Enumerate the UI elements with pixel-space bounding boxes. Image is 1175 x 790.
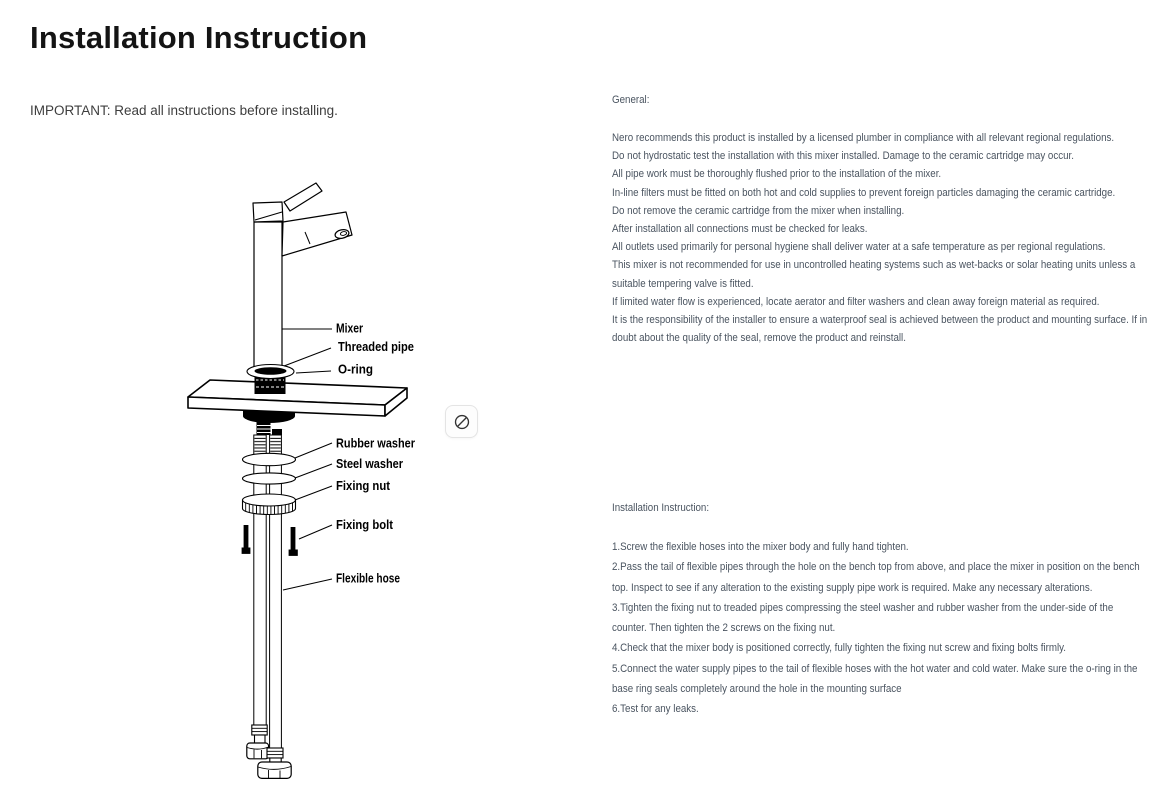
general-item: If limited water flow is experienced, locate aerator and filter washers and clean away foreign material as required. xyxy=(612,295,1100,308)
flange-drawing xyxy=(243,409,295,435)
general-item: Nero recommends this product is installed by a licensed plumber in compliance with all relevant regional regulations. xyxy=(612,132,1115,144)
label-threaded-pipe: Threaded pipe xyxy=(338,340,415,354)
page-title: Installation Instruction xyxy=(30,20,368,55)
washers-drawing xyxy=(243,453,296,514)
hose-connectors-drawing xyxy=(247,725,291,778)
general-item: All outlets used primarily for personal hygiene shall deliver water at a safe temperature as per regional regulations. xyxy=(612,241,1106,254)
label-fixing-nut: Fixing nut xyxy=(336,479,391,493)
right-hex-nut-shape xyxy=(258,762,291,778)
installation-steps-section xyxy=(612,501,1149,720)
fixing-nut-top-shape xyxy=(243,494,296,506)
general-section xyxy=(612,93,1149,347)
label-fixing-bolt: Fixing bolt xyxy=(336,518,394,532)
bench-top-drawing xyxy=(188,380,407,416)
general-item: After installation all connections must be checked for leaks. xyxy=(612,223,868,236)
no-entry-icon xyxy=(453,413,471,431)
general-item: It is the responsibility of the installer to ensure a waterproof seal is achieved between the product and mounting surface. If in doubt about the quality of the seal, remove the product and reinstall. xyxy=(612,314,1148,345)
general-item: In-line filters must be fitted on both hot and cold supplies to prevent foreign particles damaging the ceramic cartridge. xyxy=(612,186,1116,199)
installation-heading: Installation Instruction: xyxy=(612,502,710,514)
general-heading: General: xyxy=(612,94,650,106)
installation-step: 3.Tighten the fixing nut to treaded pipes compressing the steel washer and rubber washer from the under-side of the counter. Then tighten the 2 screws on the fixing nut. xyxy=(612,601,1114,635)
important-note: IMPORTANT: Read all instructions before installing. xyxy=(30,103,338,118)
mixer-column-shape xyxy=(254,222,282,368)
installation-step: 6.Test for any leaks. xyxy=(612,703,699,716)
general-paragraphs xyxy=(612,129,1149,347)
installation-step: 5.Connect the water supply pipes to the tail of flexible hoses with the hot water and cold water. Make sure the o-ring in the base ring seals completely around the hole in the mounting surface xyxy=(612,662,1138,696)
rubber-washer-shape xyxy=(243,453,296,465)
faucet-installation-diagram xyxy=(0,140,500,790)
installation-step: 4.Check that the mixer body is positioned correctly, fully tighten the fixing nut screw and fixing bolts firmly. xyxy=(612,642,1067,655)
installation-step: 2.Pass the tail of flexible pipes through the hole on the bench top from above, and place the mixer in position on the bench top. Inspect to see if any alteration to the existing supply pipe work is required. Make any necessary alterations. xyxy=(612,561,1140,594)
label-rubber-washer: Rubber washer xyxy=(336,436,416,451)
label-flexible-hose: Flexible hose xyxy=(336,571,401,586)
mixer-handle-shape xyxy=(284,183,322,211)
left-hex-nut-shape xyxy=(247,743,269,759)
installation-step: 1.Screw the flexible hoses into the mixer body and fully hand tighten. xyxy=(612,541,909,553)
label-mixer: Mixer xyxy=(336,321,364,336)
general-item: This mixer is not recommended for use in uncontrolled heating systems such as wet-backs or solar heating units unless a suitable tempering valve is fitted. xyxy=(612,259,1136,290)
label-steel-washer: Steel washer xyxy=(336,457,404,471)
installation-steps xyxy=(612,537,1149,720)
general-item: Do not remove the ceramic cartridge from the mixer when installing. xyxy=(612,204,905,217)
no-entry-badge-button[interactable] xyxy=(445,405,478,438)
steel-washer-shape xyxy=(243,473,296,484)
general-item: Do not hydrostatic test the installation with this mixer installed. Damage to the ceramic cartridge may occur. xyxy=(612,150,1074,163)
general-item: All pipe work must be thoroughly flushed prior to the installation of the mixer. xyxy=(612,168,942,181)
label-o-ring: O-ring xyxy=(338,362,373,377)
